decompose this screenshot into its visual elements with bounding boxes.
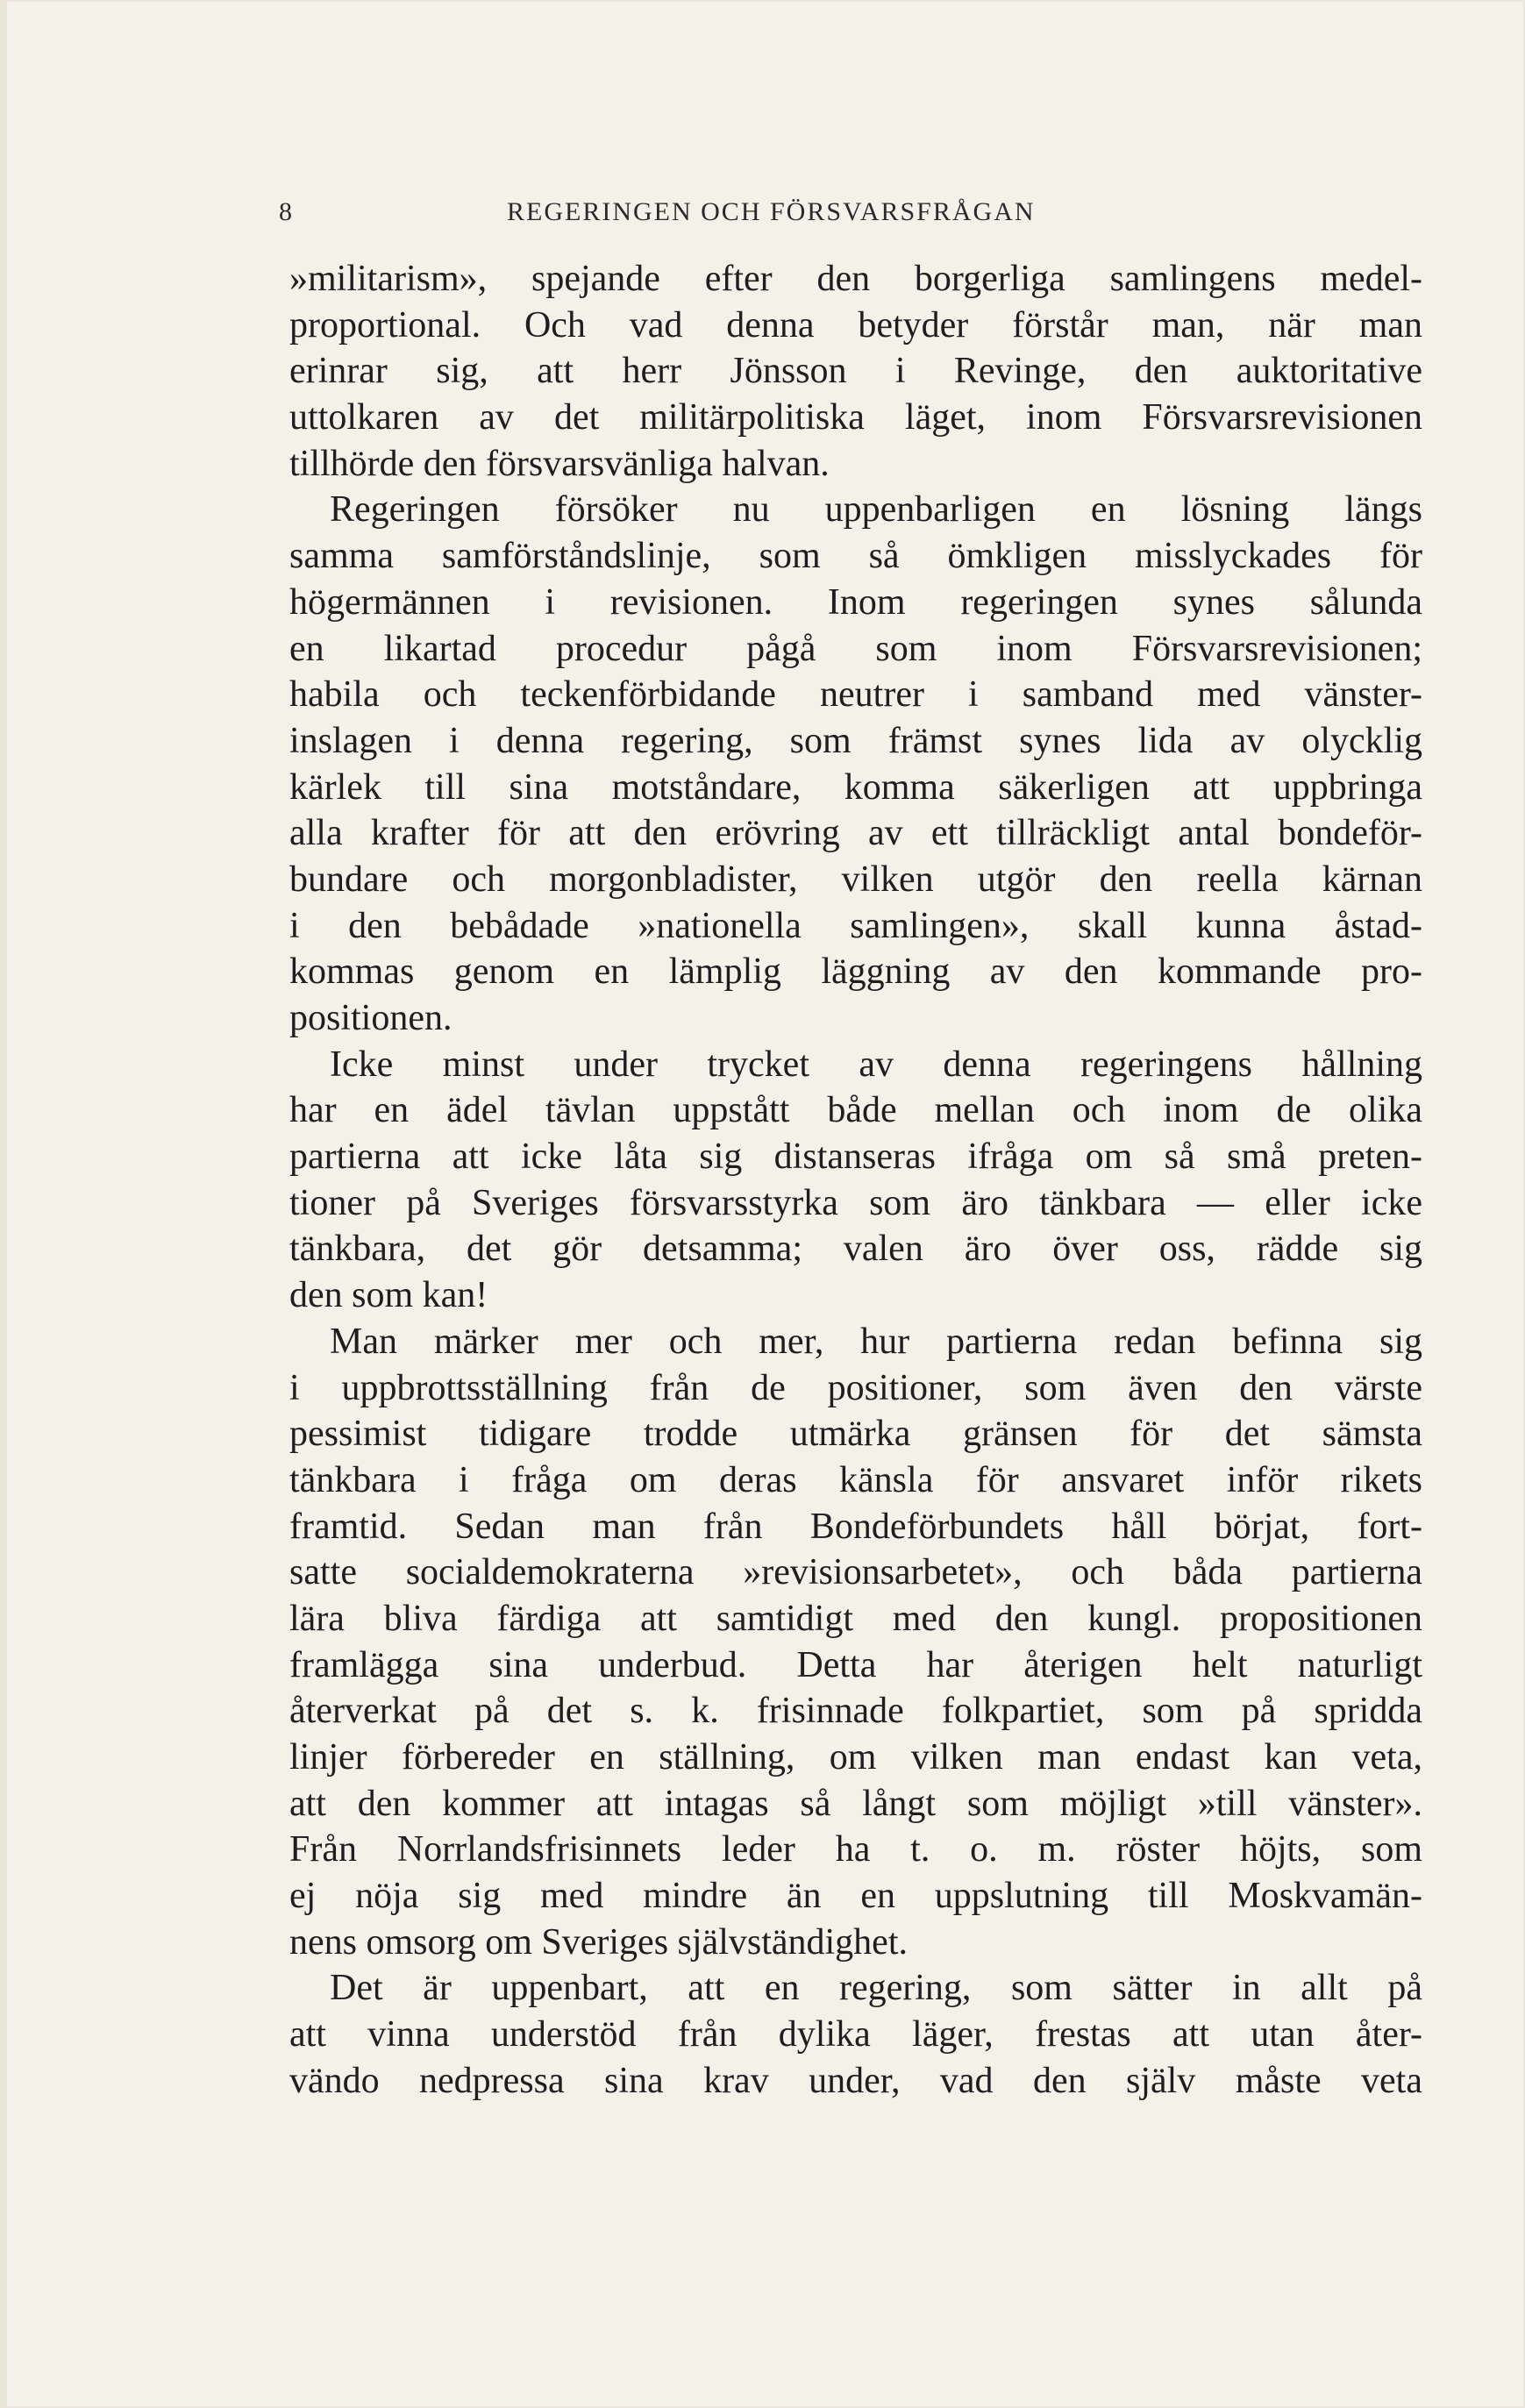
text-line: återverkat på det s. k. frisinnade folkpartiet, som på spridda bbox=[289, 1691, 1422, 1732]
text-line: erinrar sig, att herr Jönsson i Revinge, den auktoritative bbox=[289, 351, 1422, 392]
text-line: framtid. Sedan man från Bondeförbundets håll börjat, fort- bbox=[289, 1506, 1422, 1547]
paragraph-start-line: Icke minst under trycket av denna regeringens hållning bbox=[330, 1044, 1422, 1085]
body-text bbox=[289, 256, 1422, 2105]
text-line: har en ädel tävlan uppstått både mellan och inom de olika bbox=[289, 1090, 1422, 1131]
paragraph-start-line: Det är uppenbart, att en regering, som sätter in allt på bbox=[330, 1968, 1422, 2009]
text-line: tänkbara i fråga om deras känsla för ansvaret inför rikets bbox=[289, 1459, 1422, 1500]
text-line: tioner på Sveriges försvarsstyrka som äro tänkbara — eller icke bbox=[289, 1182, 1422, 1223]
text-line: »militarism», spejande efter den borgerliga samlingens medel- bbox=[289, 259, 1422, 299]
text-line: ej nöja sig med mindre än en uppslutning till Moskvamän- bbox=[289, 1876, 1422, 1917]
text-line: bundare och morgonbladister, vilken utgör den reella kärnan bbox=[289, 858, 1422, 900]
text-line: positionen. bbox=[289, 998, 453, 1038]
text-line: att den kommer att intagas så långt som möjligt »till vänster». bbox=[289, 1783, 1422, 1824]
text-line: satte socialdemokraterna »revisionsarbetet», och båda partierna bbox=[289, 1552, 1422, 1593]
text-line: nens omsorg om Sveriges självständighet. bbox=[289, 1921, 908, 1963]
text-line: alla krafter för att den erövring av ett tillräckligt antal bondeför- bbox=[289, 813, 1422, 854]
text-line: kärlek till sina motståndare, komma säkerligen att uppbringa bbox=[289, 766, 1422, 808]
text-line: den som kan! bbox=[289, 1275, 488, 1316]
text-line: uttolkaren av det militärpolitiska läget, inom Försvarsrevisionen bbox=[289, 397, 1422, 438]
page-header bbox=[279, 195, 1419, 239]
text-line: kommas genom en lämplig läggning av den kommande pro- bbox=[289, 951, 1422, 993]
paragraph-start-line: Regeringen försöker nu uppenbarligen en lösning längs bbox=[330, 489, 1422, 531]
text-line: proportional. Och vad denna betyder förstår man, när man bbox=[289, 304, 1422, 346]
text-line: habila och teckenförbidande neutrer i samband med vänster- bbox=[289, 674, 1422, 716]
text-line: att vinna understöd från dylika läger, frestas att utan åter- bbox=[289, 2014, 1422, 2055]
page-number: 8 bbox=[279, 197, 292, 226]
page-edge bbox=[0, 0, 7, 2408]
text-line: inslagen i denna regering, som främst synes lida av olycklig bbox=[289, 720, 1422, 761]
text-line: högermännen i revisionen. Inom regeringen synes sålunda bbox=[289, 581, 1422, 623]
text-line: tillhörde den försvarsvänliga halvan. bbox=[289, 443, 830, 484]
running-title: REGERINGEN OCH FÖRSVARSFRÅGAN bbox=[507, 197, 1036, 226]
text-line: pessimist tidigare trodde utmärka gränsen för det sämsta bbox=[289, 1414, 1422, 1455]
text-line: tänkbara, det gör detsamma; valen äro över oss, rädde sig bbox=[289, 1229, 1422, 1270]
text-line: samma samförståndslinje, som så ömkligen misslyckades för bbox=[289, 536, 1422, 577]
text-line: Från Norrlandsfrisinnets leder ha t. o. m. röster höjts, som bbox=[289, 1829, 1422, 1870]
text-line: framlägga sina underbud. Detta har återigen helt naturligt bbox=[289, 1644, 1422, 1685]
text-line: partierna att icke låta sig distanseras ifråga om så små preten- bbox=[289, 1136, 1422, 1178]
text-line: en likartad procedur pågå som inom Försvarsrevisionen; bbox=[289, 628, 1422, 669]
text-line: linjer förbereder en ställning, om vilken man endast kan veta, bbox=[289, 1737, 1422, 1778]
paragraph-start-line: Man märker mer och mer, hur partierna redan befinna sig bbox=[330, 1321, 1422, 1362]
text-line: i den bebådade »nationella samlingen», skall kunna åstad- bbox=[289, 905, 1422, 946]
text-line: vändo nedpressa sina krav under, vad den själv måste veta bbox=[289, 2060, 1422, 2101]
text-line: i uppbrottsställning från de positioner, som även den värste bbox=[289, 1367, 1422, 1408]
text-line: lära bliva färdiga att samtidigt med den kungl. propositionen bbox=[289, 1598, 1422, 1639]
